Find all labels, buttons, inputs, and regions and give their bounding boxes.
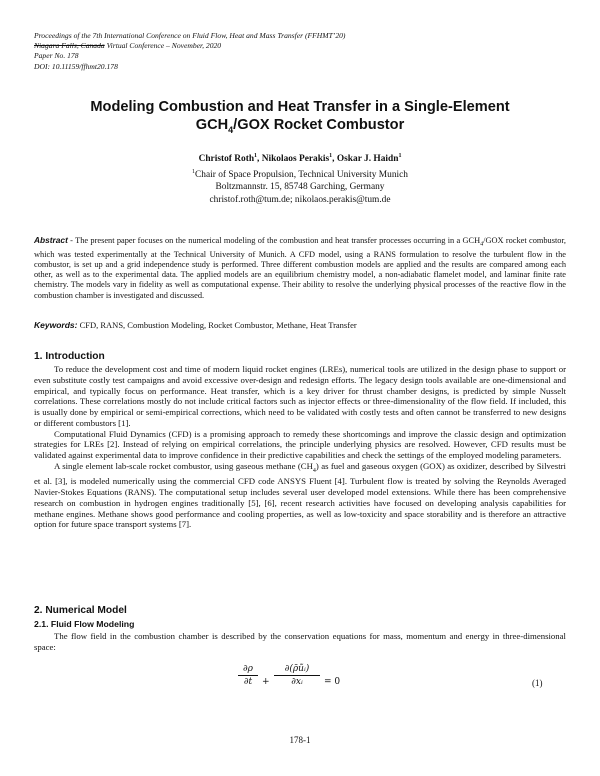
numerical-body (34, 631, 566, 653)
title-rest: /GOX Rocket Combustor (233, 117, 405, 133)
abstract-text-a: - The present paper focuses on the numerical modeling of the combustion and heat transfer processes occurring in a GCH (67, 236, 481, 245)
eq-term-2 (274, 664, 320, 687)
intro-paragraph-3 (34, 461, 566, 530)
eq-term-1 (238, 664, 258, 687)
author-names (0, 150, 600, 166)
keywords-text: CFD, RANS, Combustion Modeling, Rocket Combustor, Methane, Heat Transfer (77, 320, 357, 330)
header-doi: DOI: 10.11159/ffhmt20.178 (34, 61, 118, 71)
eq-rhs: = 0 (324, 677, 341, 687)
author-sep-1: , (257, 154, 262, 165)
eq-term-2-num: ∂(ρ̄ũᵢ) (274, 664, 320, 676)
eq-term-2-den: ∂xᵢ (291, 677, 303, 687)
abstract-sub: 4 (480, 241, 484, 248)
abstract (34, 235, 566, 301)
intro-heading: 1. Introduction (34, 351, 105, 362)
affiliation-sup: 1 (192, 168, 196, 175)
numerical-paragraph-1: The flow field in the combustion chamber is described by the conservation equations for mass, momentum and energy in three-dimensional space: (34, 631, 566, 652)
keywords-label: Keywords: (34, 320, 78, 330)
intro-p3-b: ) as fuel and gaseous oxygen (GOX) as oxidizer, described by Silvestri et al. [3], is modeled numerically using the commercial CFD code ANSYS Fluent [4]. Turbulent flow is treated by solving the Reynolds Averaged Navier-Stokes Equations (RANS). The computational setup includes several user developed model extensions. While there has been comprehensive research on combustion in hydrogen engines traditionally [5], [6], recent research activities have focused on developing analysis capabilities for methane engines. Methane shows good performance and cooling properties, as well as low-toxicity and space storability and is therefore an attractive option for future space transport systems [7]. (34, 460, 566, 530)
header-paper-no: Paper No. 178 (34, 51, 79, 61)
numerical-heading: 2. Numerical Model (34, 605, 127, 616)
fluid-flow-subheading: 2.1. Fluid Flow Modeling (34, 619, 135, 629)
keywords (34, 320, 566, 331)
header-conference: Proceedings of the 7th International Conference on Fluid Flow, Heat and Mass Transfer (FFHMT’20) (34, 31, 346, 40)
page-number: 178-1 (289, 735, 311, 745)
author-sep-2: , (332, 154, 337, 165)
intro-paragraph-2: Computational Fluid Dynamics (CFD) is a promising approach to remedy these shortcomings and improve the classic design and optimization strategies for LREs [2]. Instead of relying on empirical correlations, the principle underlying physics are resolved. However, CFD results must be validated against experimental data to improve confidence in their predictive capabilities and check the settings of the employed modeling parameters. (34, 428, 566, 460)
eq-plus: + (262, 677, 270, 687)
title-gch: GCH (195, 117, 229, 133)
title-line-2 (0, 116, 600, 139)
author-1-sup: 1 (254, 153, 258, 159)
address: Boltzmannstr. 15, 85748 Garching, Germany (215, 182, 385, 193)
header-location-rest: Virtual Conference – November, 2020 (104, 41, 222, 51)
title-line-1: Modeling Combustion and Heat Transfer in a Single-Element (90, 99, 510, 115)
abstract-label: Abstract (34, 235, 68, 245)
proceedings-header (34, 31, 345, 72)
eq-term-1-num: ∂ρ (238, 664, 258, 676)
header-location (34, 41, 345, 51)
intro-p3-a: A single element lab-scale rocket combustor, using gaseous methane (CH (54, 460, 313, 471)
paper-title (0, 98, 600, 139)
abstract-text-b: /GOX rocket combustor, which was tested experimentally at the Technical University of Munich. A CFD model, using a RANS formulation to resolve the turbulent flow in the combustor, is set up and a grid independence study is performed. Three different combustion models are applied and the results are compared among each other, as well as to the experimental data. The applied models are an equilibrium chemistry model, a non-adiabatic flamelet model, and laminar finite rate chemistry. The models vary in fidelity as well as computational expense. Their ability to resolve the underlying physical processes of the reactive flow in the combustion chamber is investigated and discussed. (34, 236, 566, 300)
author-3: Oskar J. Haidn (336, 154, 399, 165)
intro-paragraph-1: To reduce the development cost and time of modern liquid rocket engines (LREs), numerical tools are utilized in the design phase to support or even substitute costly test campaigns and avoid excessive over-design and redesign efforts. The legacy design tools available are one-dimensional and empirical, and typically focus on performance. Heat transfer, which is a key driver for thrust chamber designs, is predicted by simple Nusselt correlations. These correlations mostly do not include critical factors such as injector effects or three-dimensionality of the flow field. If included, this is usually done by empirical or semi-empirical corrections, which need to be validated with costly tests and often cannot be transferred to new designs or different combustors [1]. (34, 364, 566, 428)
intro-body (34, 364, 566, 530)
author-2-sup: 1 (329, 153, 333, 159)
author-2: Nikolaos Perakis (261, 154, 330, 165)
affiliation-text: Chair of Space Propulsion, Technical University Munich (195, 169, 408, 180)
intro-p3-sub: 4 (312, 467, 316, 474)
equation-number: (1) (532, 678, 543, 688)
title-sub: 4 (228, 124, 234, 135)
author-block (0, 150, 600, 206)
header-location-struck: Niagara Falls, Canada (34, 41, 105, 51)
emails: christof.roth@tum.de; nikolaos.perakis@tum.de (209, 194, 391, 205)
affiliation (0, 166, 600, 182)
equation-1 (238, 664, 368, 702)
author-1: Christof Roth (198, 154, 255, 165)
eq-term-1-den: ∂t (243, 677, 253, 687)
author-3-sup: 1 (398, 153, 402, 159)
